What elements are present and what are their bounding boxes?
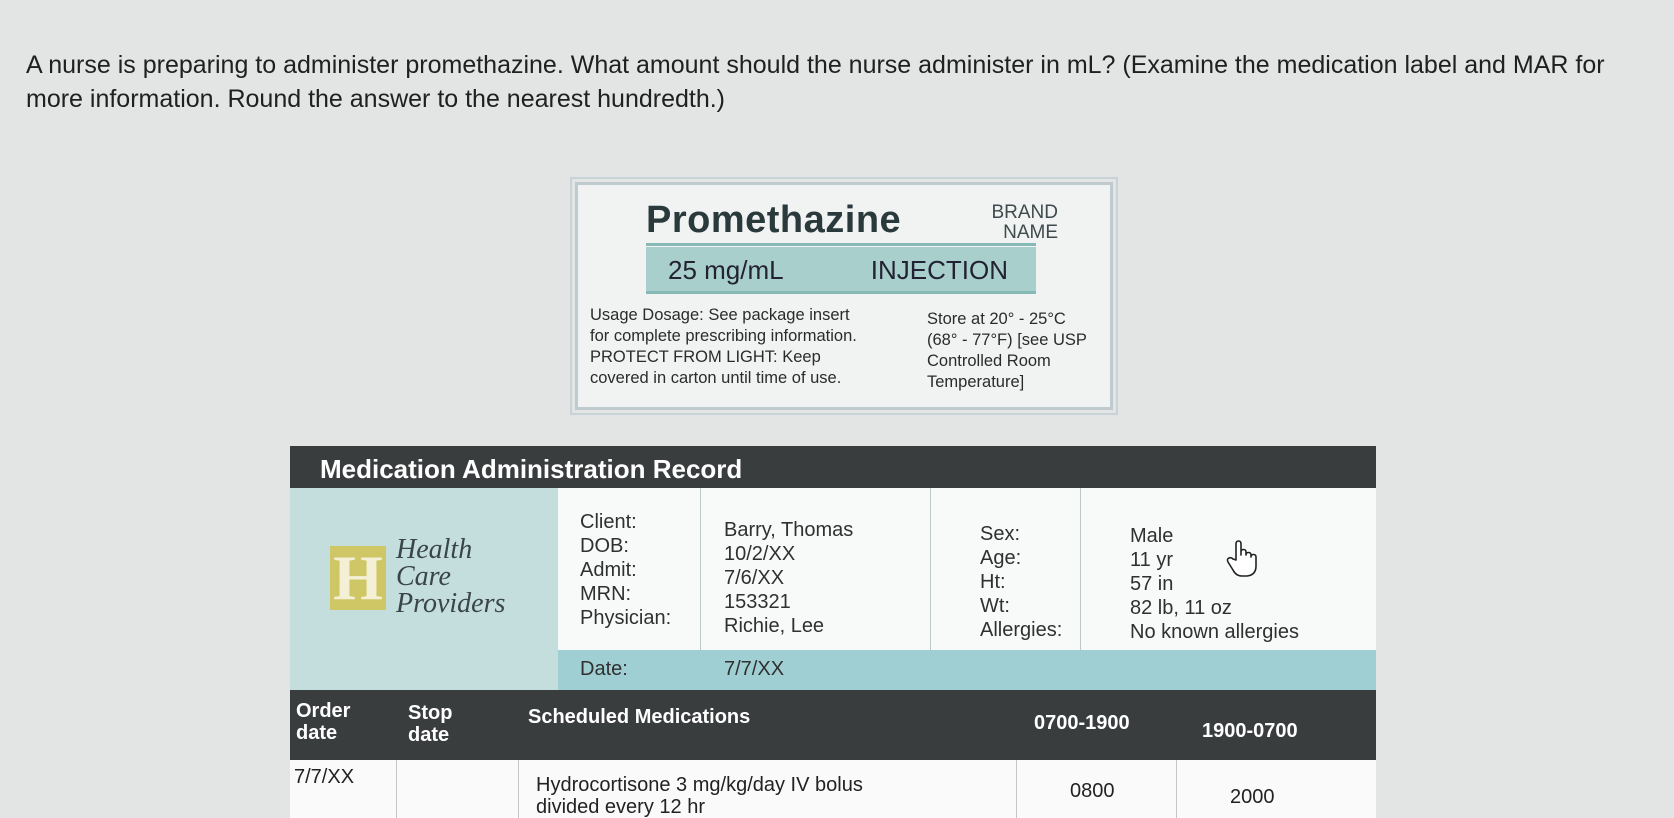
- stop-date-header-line: date: [408, 724, 450, 746]
- cell-divider: [518, 760, 519, 818]
- storage-line: (68° - 77°F) [see USP: [927, 331, 1087, 349]
- mrn-value: 153321: [724, 591, 791, 613]
- sex-value: Male: [1130, 525, 1174, 547]
- sex-label: Sex:: [980, 523, 1021, 545]
- height-value: 57 in: [1130, 573, 1174, 595]
- order-date-header: [290, 700, 396, 744]
- storage-text: [927, 309, 1107, 393]
- medication-label: [575, 182, 1113, 410]
- stop-date-header-line: Stop: [408, 702, 453, 724]
- client-values: [724, 518, 853, 638]
- mar-header: [290, 446, 1376, 488]
- drug-name: Promethazine: [646, 199, 902, 241]
- brand-line-2: NAME: [1003, 222, 1058, 243]
- date-value: 7/7/XX: [724, 658, 785, 680]
- provider-name-line: Health: [396, 534, 473, 565]
- concentration: 25 mg/mL: [668, 255, 784, 285]
- question-text: A nurse is preparing to administer promethazine. What amount should the nurse administer in mL? (Examine the medication label and MAR for more information. Round the answer to the nearest hundredth.): [26, 51, 1605, 113]
- mrn-label: MRN:: [580, 583, 632, 605]
- patient-info: [290, 488, 1376, 650]
- schedule-header: [290, 690, 1376, 760]
- dob-value: 10/2/XX: [724, 543, 796, 565]
- medication-line: Hydrocortisone 3 mg/kg/day IV bolus: [536, 774, 863, 796]
- order-date-header-line: Order: [296, 700, 351, 722]
- physician-label: Physician:: [580, 607, 672, 629]
- night-time-cell: 2000: [1230, 786, 1275, 808]
- divider: [700, 488, 701, 650]
- client-name: Barry, Thomas: [724, 519, 854, 541]
- usage-line: covered in carton until time of use.: [590, 369, 842, 387]
- divider: [1080, 488, 1081, 650]
- table-row: [290, 760, 1376, 818]
- usage-line: for complete prescribing information.: [590, 327, 857, 345]
- mar-title: Medication Administration Record: [320, 454, 743, 484]
- storage-line: Controlled Room: [927, 352, 1051, 370]
- brand-line-1: BRAND: [991, 202, 1058, 223]
- order-date-cell: 7/7/XX: [294, 766, 355, 788]
- label-rule: [646, 243, 1036, 246]
- strength-band: [646, 247, 1036, 294]
- storage-line: Store at 20° - 25°C: [927, 310, 1066, 328]
- admit-label: Admit:: [580, 559, 637, 581]
- usage-line: PROTECT FROM LIGHT: Keep: [590, 348, 821, 366]
- medication-administration-record: [290, 446, 1376, 818]
- dob-label: DOB:: [580, 535, 629, 557]
- usage-text: [590, 305, 910, 389]
- order-date-header-line: date: [296, 722, 338, 744]
- age-label: Age:: [980, 547, 1022, 569]
- allergies-label: Allergies:: [980, 619, 1063, 641]
- night-shift-header: 1900-0700: [1202, 720, 1298, 742]
- stop-date-header: [408, 702, 452, 746]
- brand-name: [958, 203, 1058, 243]
- divider: [930, 488, 931, 650]
- height-label: Ht:: [980, 571, 1006, 593]
- allergies-value: No known allergies: [1130, 621, 1299, 643]
- provider-name: [396, 536, 505, 617]
- hand-pointer-icon: [1225, 540, 1259, 578]
- dosage-form: INJECTION: [870, 255, 1008, 285]
- cell-divider: [1176, 760, 1177, 818]
- age-value: 11 yr: [1130, 549, 1173, 571]
- usage-line: Usage Dosage: See package insert: [590, 306, 850, 324]
- provider-name-line: Providers: [396, 588, 506, 619]
- day-time-cell: 0800: [1070, 780, 1115, 802]
- medication-line: divided every 12 hr: [536, 796, 705, 818]
- date-row: [290, 650, 1376, 690]
- storage-line: Temperature]: [927, 373, 1025, 391]
- medication-cell: [536, 774, 863, 818]
- day-shift-header: 0700-1900: [1034, 712, 1130, 734]
- client-label: Client:: [580, 511, 637, 533]
- cell-divider: [1016, 760, 1017, 818]
- patient-values: [1130, 524, 1299, 644]
- provider-name-line: Care: [396, 561, 451, 592]
- cell-divider: [396, 760, 397, 818]
- date-label: Date:: [580, 658, 628, 680]
- client-labels: [580, 510, 671, 630]
- admit-value: 7/6/XX: [724, 567, 785, 589]
- scheduled-medications-header: Scheduled Medications: [528, 706, 751, 728]
- date-row-spacer: [290, 650, 558, 690]
- provider-logo-icon: H: [330, 546, 386, 610]
- weight-value: 82 lb, 11 oz: [1130, 597, 1232, 619]
- weight-label: Wt:: [980, 595, 1010, 617]
- physician-value: Richie, Lee: [724, 615, 825, 637]
- patient-labels: [980, 522, 1062, 642]
- provider-logo-cell: [290, 488, 558, 650]
